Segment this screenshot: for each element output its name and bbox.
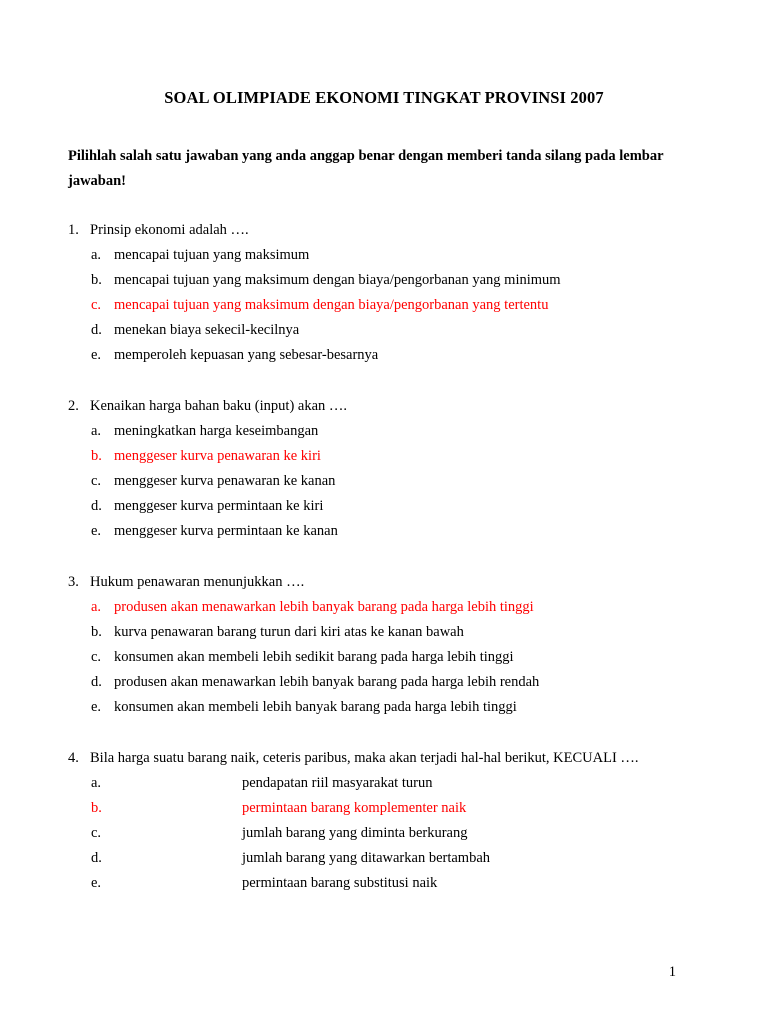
option-text: menggeser kurva permintaan ke kanan (114, 523, 338, 539)
option-b-correct (68, 444, 718, 469)
question-1 (68, 218, 718, 368)
option-letter: a. (91, 599, 102, 615)
option-text: menggeser kurva penawaran ke kiri (114, 448, 321, 464)
option-c (68, 645, 718, 670)
option-letter: c. (91, 473, 102, 489)
option-text: jumlah barang yang ditawarkan bertambah (242, 850, 491, 866)
option-letter: d. (91, 850, 102, 866)
question-stem (68, 570, 718, 595)
option-d (68, 846, 718, 871)
option-c (68, 469, 718, 494)
option-letter: b. (91, 800, 102, 816)
page-title: SOAL OLIMPIADE EKONOMI TINGKAT PROVINSI 2007 (164, 88, 604, 107)
option-a (68, 243, 718, 268)
option-letter: e. (91, 699, 102, 715)
option-text: konsumen akan membeli lebih banyak barang pada harga lebih tinggi (114, 699, 517, 715)
option-letter: e. (91, 875, 102, 891)
question-text: Kenaikan harga bahan baku (input) akan …. (90, 398, 348, 414)
question-text: Hukum penawaran menunjukkan …. (90, 574, 305, 590)
option-letter: a. (91, 775, 102, 791)
option-e (68, 695, 718, 720)
option-letter: d. (91, 498, 102, 514)
option-b (68, 268, 718, 293)
option-letter: b. (91, 272, 102, 288)
option-letter: b. (91, 624, 102, 640)
option-text: konsumen akan membeli lebih sedikit barang pada harga lebih tinggi (114, 649, 514, 665)
option-letter: c. (91, 825, 102, 841)
option-d (68, 670, 718, 695)
option-a-correct (68, 595, 718, 620)
option-e (68, 343, 718, 368)
option-text: produsen akan menawarkan lebih banyak barang pada harga lebih tinggi (114, 599, 534, 615)
question-number: 3. (68, 574, 79, 590)
option-a (68, 419, 718, 444)
instruction-text: Pilihlah salah satu jawaban yang anda anggap benar dengan memberi tanda silang pada lembar jawaban! (68, 148, 664, 189)
option-letter: d. (91, 322, 102, 338)
question-stem (68, 746, 718, 771)
option-text: menggeser kurva penawaran ke kanan (114, 473, 336, 489)
question-number: 2. (68, 398, 79, 414)
option-text: memperoleh kepuasan yang sebesar-besarnya (114, 347, 379, 363)
option-c-correct (68, 293, 718, 318)
option-text: jumlah barang yang diminta berkurang (242, 825, 468, 841)
option-d (68, 494, 718, 519)
option-text: menekan biaya sekecil-kecilnya (114, 322, 300, 338)
option-c (68, 821, 718, 846)
page-number: 1 (668, 964, 676, 980)
question-text: Bila harga suatu barang naik, ceteris paribus, maka akan terjadi hal-hal berikut, KECUALI …. (90, 750, 639, 766)
option-text: mencapai tujuan yang maksimum dengan biaya/pengorbanan yang tertentu (114, 297, 549, 313)
option-letter: a. (91, 247, 102, 263)
question-number: 4. (68, 750, 79, 766)
option-text: mencapai tujuan yang maksimum dengan biaya/pengorbanan yang minimum (114, 272, 561, 288)
option-text: mencapai tujuan yang maksimum (114, 247, 310, 263)
option-e (68, 871, 718, 896)
option-text: kurva penawaran barang turun dari kiri atas ke kanan bawah (114, 624, 464, 640)
option-letter: c. (91, 297, 102, 313)
option-text: permintaan barang komplementer naik (242, 800, 467, 816)
question-stem (68, 218, 718, 243)
option-letter: e. (91, 523, 102, 539)
option-text: menggeser kurva permintaan ke kiri (114, 498, 324, 514)
option-e (68, 519, 718, 544)
question-text: Prinsip ekonomi adalah …. (90, 222, 249, 238)
option-letter: a. (91, 423, 102, 439)
question-4 (68, 746, 718, 896)
option-b-correct (68, 796, 718, 821)
option-a (68, 771, 718, 796)
option-letter: e. (91, 347, 102, 363)
option-text: meningkatkan harga keseimbangan (114, 423, 319, 439)
question-number: 1. (68, 222, 79, 238)
option-d (68, 318, 718, 343)
question-3 (68, 570, 718, 720)
option-text: permintaan barang substitusi naik (242, 875, 438, 891)
option-b (68, 620, 718, 645)
option-letter: c. (91, 649, 102, 665)
option-text: produsen akan menawarkan lebih banyak barang pada harga lebih rendah (114, 674, 540, 690)
question-stem (68, 394, 718, 419)
option-text: pendapatan riil masyarakat turun (242, 775, 433, 791)
option-letter: b. (91, 448, 102, 464)
question-2 (68, 394, 718, 544)
option-letter: d. (91, 674, 102, 690)
